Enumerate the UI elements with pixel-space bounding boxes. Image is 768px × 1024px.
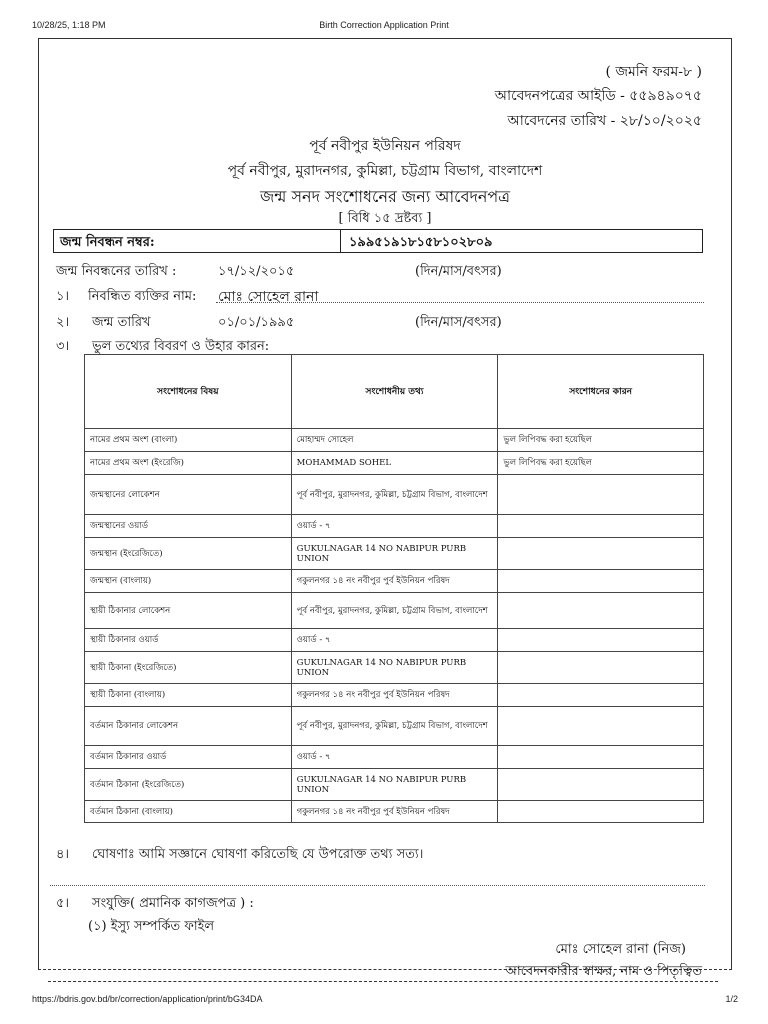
- row-subject: স্থায়ী ঠিকানা (বাংলায়): [85, 684, 292, 707]
- applicant-signature-name: মোঃ সোহেল রানা (নিজ): [555, 942, 686, 957]
- row-reason: [498, 593, 704, 629]
- row-reason: [498, 684, 704, 707]
- print-title: Birth Correction Application Print: [319, 20, 449, 30]
- table-row: [85, 707, 704, 746]
- table-row: [85, 429, 704, 452]
- table-row: [85, 652, 704, 684]
- table-row: [85, 593, 704, 629]
- row-subject: জন্মস্থানের ওয়ার্ড: [85, 515, 292, 538]
- table-row: [85, 746, 704, 769]
- table-row: [85, 629, 704, 652]
- table-row: [85, 801, 704, 823]
- table-row: [85, 452, 704, 475]
- office-address: পূর্ব নবীপুর, মুরাদনগর, কুমিল্লা, চট্টগ্রাম বিভাগ, বাংলাদেশ: [227, 163, 543, 179]
- item-number-2: ২।: [56, 315, 70, 330]
- item-number-4: ৪।: [56, 847, 70, 862]
- row-subject: নামের প্রথম অংশ (ইংরেজি): [85, 452, 292, 475]
- attachment-item-1: (১) ইস্যু সম্পর্কিত ফাইল: [88, 919, 215, 934]
- row-reason: [498, 707, 704, 746]
- row-reason: [498, 746, 704, 769]
- row-value: পূর্ব নবীপুর, মুরাদনগর, কুমিল্লা, চট্টগ্রাম বিভাগ, বাংলাদেশ: [291, 475, 498, 515]
- errors-label: ভুল তথ্যের বিবরণ ও উহার কারন:: [92, 339, 270, 354]
- row-value: গকুলনগর ১৪ নং নবীপুর পুর্ব ইউনিয়ন পরিষদ: [291, 684, 498, 707]
- row-subject: বর্তমান ঠিকানার ওয়ার্ড: [85, 746, 292, 769]
- row-reason: [498, 629, 704, 652]
- row-value: ওয়ার্ড - ৭: [291, 629, 498, 652]
- office-name: পূর্ব নবীপুর ইউনিয়ন পরিষদ: [309, 138, 461, 154]
- row-value: MOHAMMAD SOHEL: [291, 452, 498, 475]
- row-subject: স্থায়ী ঠিকানা (ইংরেজিতে): [85, 652, 292, 684]
- row-value: গকুলনগর ১৪ নং নবীপুর পুর্ব ইউনিয়ন পরিষদ: [291, 801, 498, 823]
- item-number-5: ৫।: [56, 896, 70, 911]
- row-reason: [498, 538, 704, 570]
- application-id: আবেদনপত্রের আইডি - ৫৫৯৪৯০৭৫: [494, 88, 702, 104]
- row-reason: [498, 652, 704, 684]
- row-reason: [498, 801, 704, 823]
- header-subject: সংশোধনের বিষয়: [85, 355, 292, 429]
- registration-number-value: ১৯৯৫১৯১৮১৫৮১০২৮০৯: [349, 235, 493, 250]
- form-title: জন্ম সনদ সংশোধনের জন্য আবেদনপত্র: [259, 187, 511, 206]
- rule-reference: [ বিধি ১৫ দ্রষ্টব্য ]: [338, 211, 432, 226]
- application-date: আবেদনের তারিখ - ২৮/১০/২০২৫: [507, 113, 702, 129]
- row-subject: বর্তমান ঠিকানা (ইংরেজিতে): [85, 769, 292, 801]
- row-value: মোহাম্মদ সোহেল: [291, 429, 498, 452]
- row-reason: ভুল লিপিবদ্ধ করা হয়েছিল: [498, 429, 704, 452]
- row-value: ওয়ার্ড - ৭: [291, 746, 498, 769]
- table-row: [85, 769, 704, 801]
- row-reason: [498, 570, 704, 593]
- header-corrected-info: সংশোধনীয় তথ্য: [291, 355, 498, 429]
- row-subject: নামের প্রথম অংশ (বাংলা): [85, 429, 292, 452]
- print-datetime: 10/28/25, 1:18 PM: [32, 20, 106, 30]
- row-reason: [498, 769, 704, 801]
- table-row: [85, 515, 704, 538]
- print-url: https://bdris.gov.bd/br/correction/application/print/bG34DA: [32, 994, 263, 1004]
- table-row: [85, 475, 704, 515]
- name-dotted-line: [216, 302, 704, 303]
- row-value: GUKULNAGAR 14 NO NABIPUR PURB UNION: [291, 652, 498, 684]
- correction-table: [84, 354, 704, 823]
- applicant-signature-caption: আবেদনকারীর স্বাক্ষর, নাম ও পিতৃত্বিত: [505, 964, 702, 979]
- row-reason: [498, 515, 704, 538]
- row-value: গকুলনগর ১৪ নং নবীপুর পুর্ব ইউনিয়ন পরিষদ: [291, 570, 498, 593]
- row-subject: জন্মস্থানের লোকেশন: [85, 475, 292, 515]
- dob-value: ০১/০১/১৯৯৫: [218, 315, 295, 330]
- row-value: পূর্ব নবীপুর, মুরাদনগর, কুমিল্লা, চট্টগ্রাম বিভাগ, বাংলাদেশ: [291, 707, 498, 746]
- reg-date-label: জন্ম নিবন্ধনের তারিখ :: [56, 264, 177, 279]
- row-subject: জন্মস্থান (বাংলায়): [85, 570, 292, 593]
- item-number-1: ১।: [56, 289, 70, 304]
- row-subject: বর্তমান ঠিকানা (বাংলায়): [85, 801, 292, 823]
- print-page-number: 1/2: [725, 994, 738, 1004]
- form-number: ( জমনি ফরম-৮ ): [605, 64, 702, 80]
- section-dotted-divider: [50, 885, 705, 886]
- row-reason: [498, 475, 704, 515]
- row-subject: জন্মস্থান (ইংরেজিতে): [85, 538, 292, 570]
- row-value: GUKULNAGAR 14 NO NABIPUR PURB UNION: [291, 769, 498, 801]
- table-row: [85, 538, 704, 570]
- name-value: মোঃ সোহেল রানা: [218, 289, 319, 305]
- reg-date-value: ১৭/১২/২০১৫: [218, 264, 295, 279]
- header-reason: সংশোধনের কারন: [498, 355, 704, 429]
- table-row: [85, 684, 704, 707]
- row-subject: স্থায়ী ঠিকানার লোকেশন: [85, 593, 292, 629]
- dob-label: জন্ম তারিখ: [92, 315, 151, 330]
- table-row: [85, 570, 704, 593]
- declaration-text: ঘোষণাঃ আমি সজ্ঞানে ঘোষণা করিতেছি যে উপরোক্ত তথ্য সত্য।: [92, 847, 424, 862]
- reg-date-format: (দিন/মাস/বৎসর): [415, 264, 502, 279]
- row-value: GUKULNAGAR 14 NO NABIPUR PURB UNION: [291, 538, 498, 570]
- row-value: ওয়ার্ড - ৭: [291, 515, 498, 538]
- correction-table-header: [85, 355, 704, 429]
- item-number-3: ৩।: [56, 339, 70, 354]
- registration-number-label: জন্ম নিবন্ধন নম্বর:: [54, 230, 341, 252]
- row-subject: স্থায়ী ঠিকানার ওয়ার্ড: [85, 629, 292, 652]
- row-reason: ভুল লিপিবদ্ধ করা হয়েছিল: [498, 452, 704, 475]
- dob-format: (দিন/মাস/বৎসর): [415, 315, 502, 330]
- registration-number-box: [53, 229, 703, 253]
- row-value: পূর্ব নবীপুর, মুরাদনগর, কুমিল্লা, চট্টগ্রাম বিভাগ, বাংলাদেশ: [291, 593, 498, 629]
- attachments-label: সংযুক্তি( প্রমানিক কাগজপত্র ) :: [92, 896, 254, 911]
- row-subject: বর্তমান ঠিকানার লোকেশন: [85, 707, 292, 746]
- name-label: নিবন্ধিত ব্যক্তির নাম:: [88, 289, 197, 304]
